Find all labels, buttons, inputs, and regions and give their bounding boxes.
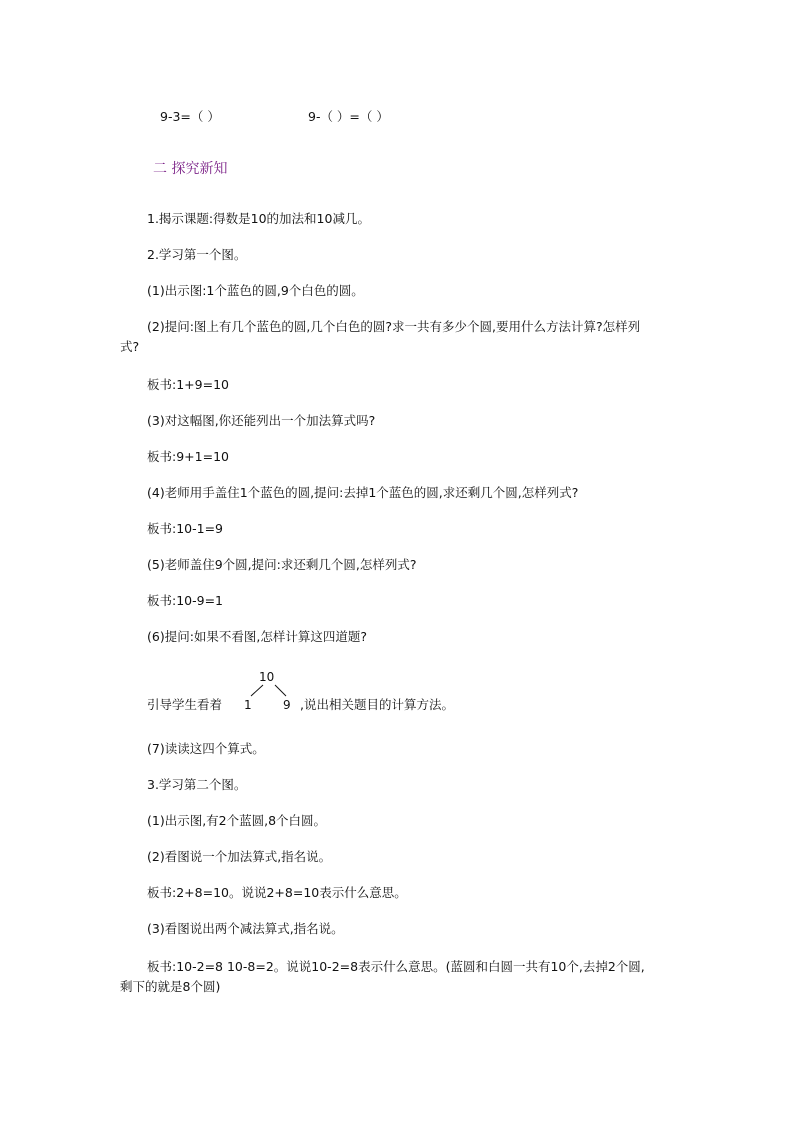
paragraph-19: 板书:10-2=8 10-8=2。说说10-2=8表示什么意思。(蓝圆和白圆一共有10个,去掉2个圆,剩下的就是8个圆) xyxy=(120,959,645,994)
section-heading: 二 探究新知 xyxy=(153,161,228,177)
paragraph-7: 板书:9+1=10 xyxy=(147,449,229,464)
paragraph-13: (7)读读这四个算式。 xyxy=(147,741,265,756)
tree-top-number: 10 xyxy=(259,670,275,684)
number-tree xyxy=(238,670,300,714)
paragraph-14: 3.学习第二个图。 xyxy=(147,777,247,792)
formula-right: 9-（ ）=（ ） xyxy=(308,109,389,124)
formula-left: 9-3=（ ） xyxy=(160,109,220,124)
paragraph-4: (2)提问:图上有几个蓝色的圆,几个白色的圆?求一共有多少个圆,要用什么方法计算?怎样列式? xyxy=(120,319,641,354)
tree-right-number: 9 xyxy=(283,698,291,712)
paragraph-8: (4)老师用手盖住1个蓝色的圆,提问:去掉1个蓝色的圆,求还剩几个圆,怎样列式? xyxy=(147,485,579,500)
decomposition-prefix: 引导学生看着 xyxy=(147,697,223,712)
paragraph-10: (5)老师盖住9个圆,提问:求还剩几个圆,怎样列式? xyxy=(147,557,417,572)
paragraph-12: (6)提问:如果不看图,怎样计算这四道题? xyxy=(147,629,368,644)
paragraph-16: (2)看图说一个加法算式,指名说。 xyxy=(147,849,332,864)
paragraph-5: 板书:1+9=10 xyxy=(147,377,229,392)
paragraph-11: 板书:10-9=1 xyxy=(147,593,224,608)
tree-left-number: 1 xyxy=(244,698,252,712)
paragraph-18: (3)看图说出两个减法算式,指名说。 xyxy=(147,921,344,936)
paragraph-17: 板书:2+8=10。说说2+8=10表示什么意思。 xyxy=(147,885,407,900)
paragraph-9: 板书:10-1=9 xyxy=(147,521,224,536)
paragraph-1: 1.揭示课题:得数是10的加法和10减几。 xyxy=(147,211,370,226)
paragraph-2: 2.学习第一个图。 xyxy=(147,247,247,262)
paragraph-6: (3)对这幅图,你还能列出一个加法算式吗? xyxy=(147,413,376,428)
paragraph-15: (1)出示图,有2个蓝圆,8个白圆。 xyxy=(147,813,327,828)
decomposition-suffix: ,说出相关题目的计算方法。 xyxy=(300,697,454,712)
paragraph-3: (1)出示图:1个蓝色的圆,9个白色的圆。 xyxy=(147,283,364,298)
